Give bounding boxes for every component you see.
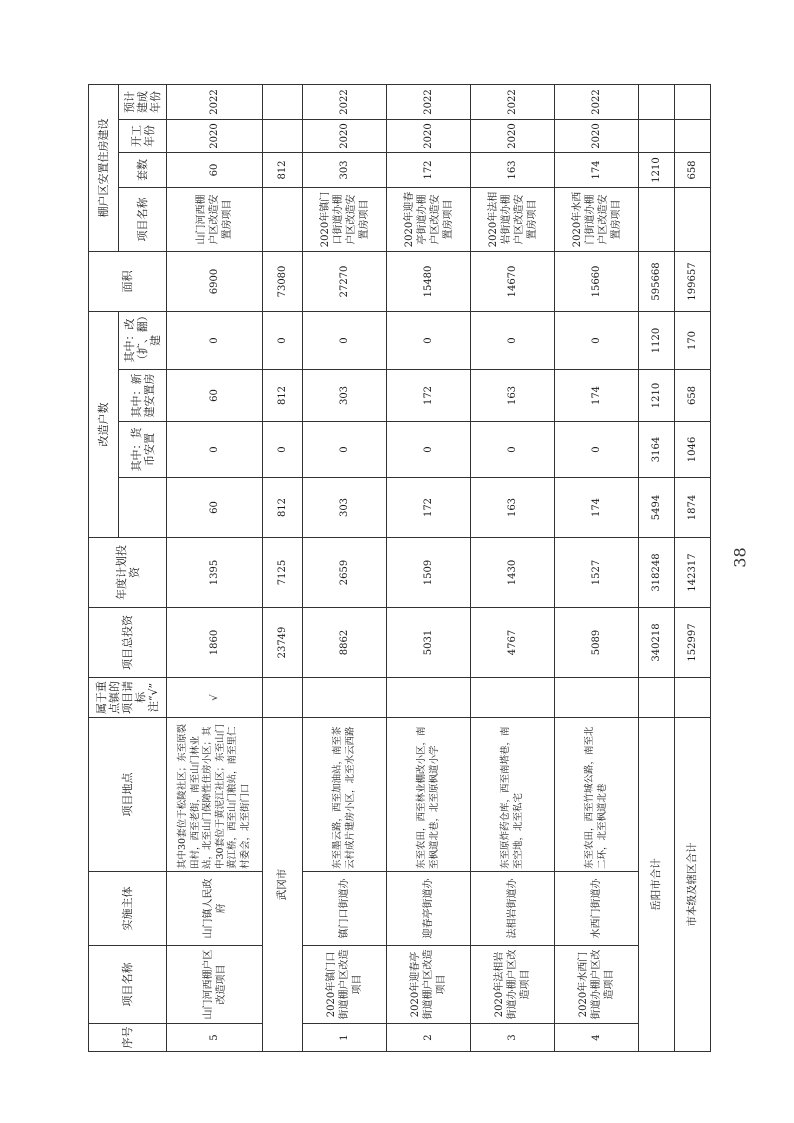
cell-cash: 0 [303, 422, 387, 478]
table-row [167, 85, 263, 1052]
cell-units: 658 [675, 153, 711, 188]
cell-housing-name: 2020年法相岩街道办棚户区改造安置房项目 [471, 188, 555, 252]
cell-entity: 山门镇人民政府 [167, 872, 263, 946]
cell-total-investment: 5031 [387, 608, 471, 678]
cell-location: 东至农田，西至竹城公路，南至北二环，北至枫道北巷 [555, 718, 639, 872]
cell-finish-year: 2022 [167, 85, 263, 120]
cell-entity: 迎春亭街道办 [387, 872, 471, 946]
cell-units: 303 [303, 153, 387, 188]
header-cash: 其中：货币安置 [119, 422, 167, 478]
header-annual-investment: 年度计划投资 [89, 538, 167, 608]
header-new-build: 其中：新建安置房 [119, 370, 167, 422]
cell-new-build: 174 [555, 370, 639, 422]
table-row [303, 85, 387, 1052]
cell-area: 15480 [387, 252, 471, 312]
cell-location: 东至原炸药仓库，西至南塔巷，南至空地，北至私宅 [471, 718, 555, 872]
header-name: 项目名称 [89, 946, 167, 1024]
cell-housing-name: 2020年镇门口街道办棚户区改造安置房项目 [303, 188, 387, 252]
header-key-town: 属于重点镇的项目请标注“√” [89, 678, 167, 718]
cell-finish-year: 2022 [387, 85, 471, 120]
cell-annual-investment: 1527 [555, 538, 639, 608]
cell-name: 2020年镇门口街道棚户区改造项目 [303, 946, 387, 1024]
cell-households: 172 [387, 478, 471, 538]
cell-cash: 0 [263, 422, 303, 478]
cell-seq: 2 [387, 1024, 471, 1052]
cell-cash: 0 [387, 422, 471, 478]
cell-area: 6900 [167, 252, 263, 312]
cell-key-town [387, 678, 471, 718]
cell-cash: 1046 [675, 422, 711, 478]
cell-total-investment: 5089 [555, 608, 639, 678]
cell-location: 东至农田，西至林业棚改小区，南至枫道北巷，北至原枫道小学 [387, 718, 471, 872]
header-total-investment: 项目总投资 [89, 608, 167, 678]
cell-finish-year [263, 85, 303, 120]
cell-key-town [555, 678, 639, 718]
page-number: 38 [730, 547, 750, 568]
cell-new-build: 172 [387, 370, 471, 422]
cell-renovate: 0 [303, 312, 387, 370]
cell-new-build: 163 [471, 370, 555, 422]
cell-total-investment: 4767 [471, 608, 555, 678]
header-seq: 序号 [89, 1024, 167, 1052]
cell-start-year: 2020 [167, 120, 263, 153]
cell-entity: 镇门口街道办 [303, 872, 387, 946]
cell-annual-investment: 142317 [675, 538, 711, 608]
cell-renovate: 0 [167, 312, 263, 370]
cell-seq: 5 [167, 1024, 263, 1052]
header-start-year: 开工年份 [119, 120, 167, 153]
cell-area: 15660 [555, 252, 639, 312]
cell-finish-year: 2022 [555, 85, 639, 120]
shantytown-renovation-table [88, 84, 711, 1052]
cell-housing-name [675, 188, 711, 252]
cell-new-build: 1210 [639, 370, 675, 422]
cell-units: 163 [471, 153, 555, 188]
cell-start-year [675, 120, 711, 153]
cell-name: 2020年水西门街道办棚户区改造项目 [555, 946, 639, 1024]
cell-new-build: 303 [303, 370, 387, 422]
cell-name: 2020年法相岩街道办棚户区改造项目 [471, 946, 555, 1024]
table-row [471, 85, 555, 1052]
cell-annual-investment: 1395 [167, 538, 263, 608]
cell-new-build: 60 [167, 370, 263, 422]
cell-area: 199657 [675, 252, 711, 312]
header-location: 项目地点 [89, 718, 167, 872]
cell-total-investment: 23749 [263, 608, 303, 678]
cell-renovate: 170 [675, 312, 711, 370]
cell-finish-year [675, 85, 711, 120]
cell-renovate: 0 [471, 312, 555, 370]
total-row [639, 85, 675, 1052]
cell-households: 60 [167, 478, 263, 538]
subtotal-row [263, 85, 303, 1052]
cell-finish-year [639, 85, 675, 120]
cell-households: 5494 [639, 478, 675, 538]
cell-key-town: √ [167, 678, 263, 718]
cell-seq: 3 [471, 1024, 555, 1052]
cell-area: 14670 [471, 252, 555, 312]
cell-households: 812 [263, 478, 303, 538]
cell-start-year: 2020 [303, 120, 387, 153]
cell-housing-name: 2020年迎春亭街道办棚户区改造安置房项目 [387, 188, 471, 252]
cell-new-build: 658 [675, 370, 711, 422]
cell-finish-year: 2022 [471, 85, 555, 120]
cell-housing-name: 2020年水西门街道办棚户区改造安置房项目 [555, 188, 639, 252]
cell-key-town [675, 678, 711, 718]
cell-area: 73080 [263, 252, 303, 312]
cell-key-town [303, 678, 387, 718]
cell-key-town [471, 678, 555, 718]
header-housing-group: 棚户区安置住房建设 [89, 85, 119, 252]
cell-seq: 1 [303, 1024, 387, 1052]
table-row [555, 85, 639, 1052]
cell-area: 27270 [303, 252, 387, 312]
cell-start-year [639, 120, 675, 153]
header-households [119, 478, 167, 538]
cell-total-investment: 152997 [675, 608, 711, 678]
cell-cash: 0 [555, 422, 639, 478]
cell-units: 172 [387, 153, 471, 188]
cell-households: 174 [555, 478, 639, 538]
subtotal-label: 武冈市 [263, 718, 303, 1052]
header-entity: 实施主体 [89, 872, 167, 946]
header-households-group: 改造户数 [89, 312, 119, 538]
cell-annual-investment: 318248 [639, 538, 675, 608]
cell-start-year [263, 120, 303, 153]
cell-total-investment: 1860 [167, 608, 263, 678]
cell-annual-investment: 1509 [387, 538, 471, 608]
table-rotation-frame [88, 85, 710, 1052]
cell-cash: 0 [471, 422, 555, 478]
cell-key-town [263, 678, 303, 718]
table-row [387, 85, 471, 1052]
cell-location: 东至墨云路，西至加油站，南至茶云村成片建房小区，北至水云西路 [303, 718, 387, 872]
cell-new-build: 812 [263, 370, 303, 422]
total-label: 岳阳市合计 [639, 718, 675, 1052]
cell-renovate: 0 [555, 312, 639, 370]
cell-annual-investment: 1430 [471, 538, 555, 608]
cell-entity: 水西门街道办 [555, 872, 639, 946]
cell-area: 595668 [639, 252, 675, 312]
cell-total-investment: 340218 [639, 608, 675, 678]
cell-renovate: 0 [387, 312, 471, 370]
header-area: 面积 [89, 252, 167, 312]
cell-key-town [639, 678, 675, 718]
header-units: 套数 [119, 153, 167, 188]
cell-entity: 法相岩街道办 [471, 872, 555, 946]
header-renovate: 其中：改（扩、翻）建 [119, 312, 167, 370]
cell-name: 2020年迎春亭街道棚户区改造项目 [387, 946, 471, 1024]
cell-start-year: 2020 [471, 120, 555, 153]
cell-units: 174 [555, 153, 639, 188]
cell-start-year: 2020 [387, 120, 471, 153]
cell-units: 1210 [639, 153, 675, 188]
cell-units: 812 [263, 153, 303, 188]
cell-seq: 4 [555, 1024, 639, 1052]
header-row-1 [89, 85, 119, 1052]
cell-annual-investment: 7125 [263, 538, 303, 608]
cell-finish-year: 2022 [303, 85, 387, 120]
cell-name: 山门河西棚户区改造项目 [167, 946, 263, 1024]
cell-households: 1874 [675, 478, 711, 538]
cell-renovate: 1120 [639, 312, 675, 370]
cell-start-year: 2020 [555, 120, 639, 153]
header-housing-name: 项目名称 [119, 188, 167, 252]
cell-annual-investment: 2659 [303, 538, 387, 608]
cell-location: 其中30套位于松陵社区；东至原裂田村，西至老街，南至山门林业站，北至山门保障性住房小区；其中30套位于黄泥江社区；东至山门黄江桥，西至山门粮站，南至里仁村委会，北至街门口 [167, 718, 263, 872]
total-row [675, 85, 711, 1052]
cell-total-investment: 8862 [303, 608, 387, 678]
total-label: 市本级及辖区合计 [675, 718, 711, 1052]
cell-renovate: 0 [263, 312, 303, 370]
header-finish-year: 预计建成年份 [119, 85, 167, 120]
cell-housing-name [263, 188, 303, 252]
cell-households: 303 [303, 478, 387, 538]
cell-households: 163 [471, 478, 555, 538]
cell-housing-name [639, 188, 675, 252]
cell-cash: 0 [167, 422, 263, 478]
rotated-table-sheet [88, 85, 710, 1052]
cell-cash: 3164 [639, 422, 675, 478]
cell-units: 60 [167, 153, 263, 188]
cell-housing-name: 山门河西棚户区改造安置房项目 [167, 188, 263, 252]
